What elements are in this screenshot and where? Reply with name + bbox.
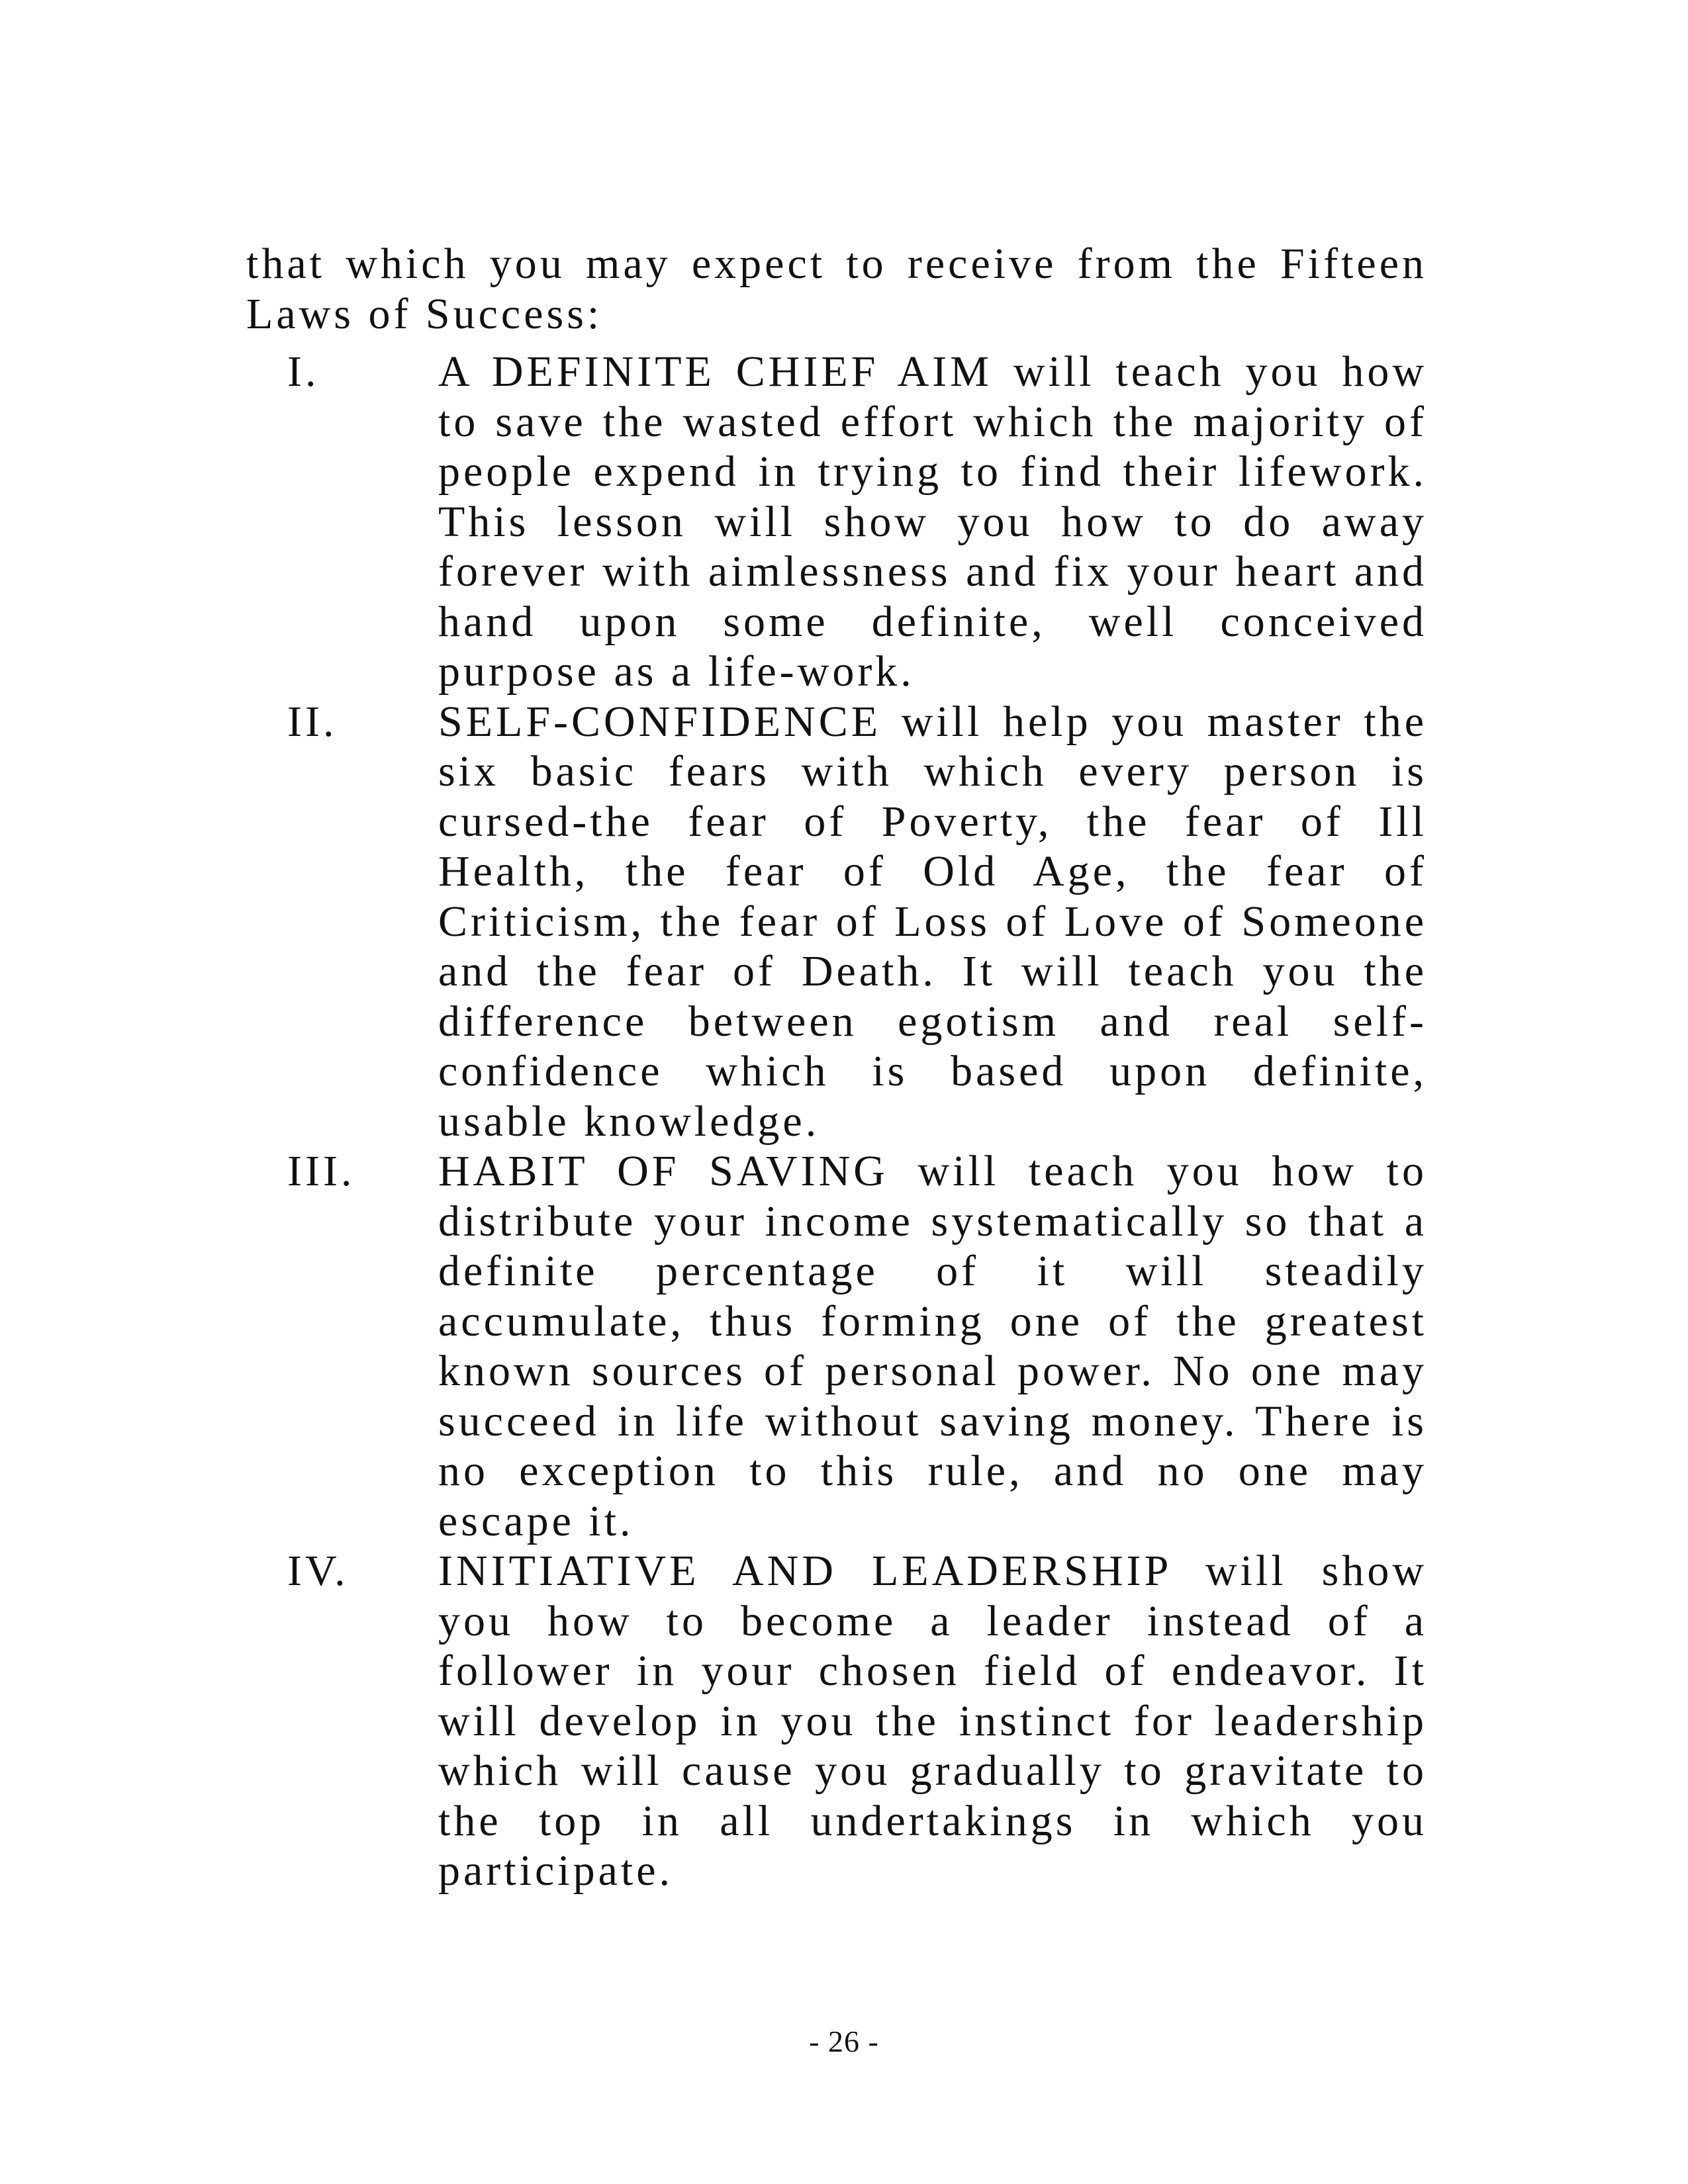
list-item bbox=[246, 347, 1427, 697]
list-item bbox=[246, 697, 1427, 1147]
intro-paragraph: that which you may expect to receive from the Fifteen Laws of Success: bbox=[246, 240, 1427, 338]
list-item bbox=[246, 1146, 1427, 1546]
list-item-numeral: I. bbox=[287, 347, 320, 396]
list-item-numeral: III. bbox=[287, 1147, 355, 1195]
list-item-text: INITIATIVE AND LEADERSHIP will show you how to become a leader instead of a follower in your chosen field of endeavor. It will develop in you the instinct for leadership which will cause you gradually to gravitate to the top in all undertakings in which you participate. bbox=[438, 1547, 1427, 1895]
list-item-text: HABIT OF SAVING will teach you how to distribute your income systematically so that a definite percentage of it will steadily accumulate, thus forming one of the greatest known sources of personal power. No one may succeed in life without saving money. There is no exception to this rule, and no one may escape it. bbox=[438, 1147, 1427, 1545]
page-number: - 26 - bbox=[809, 2025, 879, 2058]
list-item-numeral: IV. bbox=[287, 1547, 349, 1595]
list-item-text: A DEFINITE CHIEF AIM will teach you how to save the wasted effort which the majority of people expend in trying to find their lifework. This lesson will show you how to do away forever with aimlessness and fix your heart and hand upon some definite, well conceived purpose as a life-work. bbox=[438, 347, 1427, 696]
list-item bbox=[246, 1546, 1427, 1896]
list-item-numeral: II. bbox=[287, 697, 338, 746]
list-item-text: SELF-CONFIDENCE will help you master the six basic fears with which every person is cursed-the fear of Poverty, the fear of Ill Health, the fear of Old Age, the fear of Criticism, the fear of Loss of Love of Someone and the fear of Death. It will teach you the difference between egotism and real self-confidence which is based upon definite, usable knowledge. bbox=[438, 697, 1427, 1146]
laws-list bbox=[246, 347, 1427, 1896]
